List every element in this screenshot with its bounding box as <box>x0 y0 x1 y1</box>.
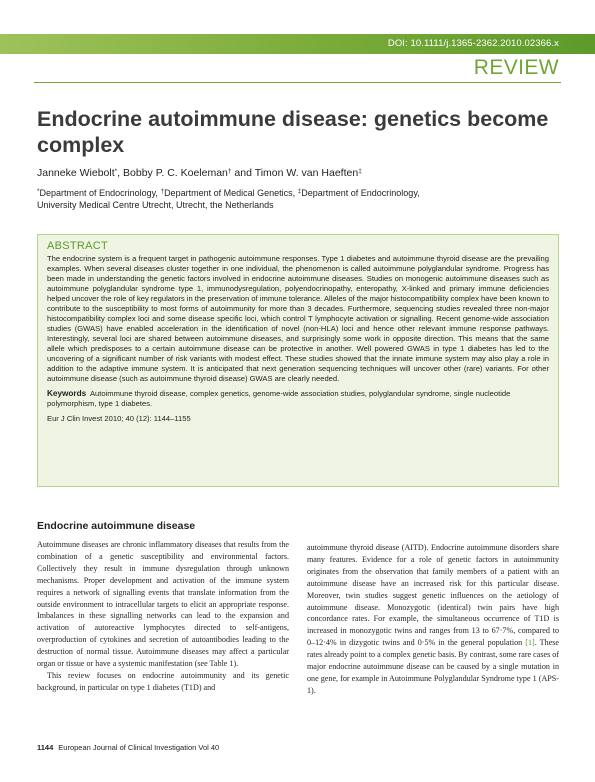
author-name: Timon W. van Haeften <box>254 167 359 179</box>
affiliation-mark: * <box>37 188 40 195</box>
affiliation-mark: † <box>160 188 165 195</box>
body-column-right <box>307 542 559 697</box>
affiliation-line: University Medical Centre Utrecht, Utrecht, the Netherlands <box>37 200 274 210</box>
reference-link[interactable]: [1] <box>525 638 535 648</box>
journal-name: European Journal of Clinical Investigation Vol 40 <box>58 743 220 752</box>
author-mark: † <box>227 168 232 175</box>
author-name: Janneke Wiebolt <box>37 167 115 179</box>
author-list <box>37 167 557 179</box>
header-divider <box>34 82 561 83</box>
article-title: Endocrine autoimmune disease: genetics become complex <box>37 107 549 157</box>
page-footer <box>37 743 219 752</box>
keywords <box>47 389 549 409</box>
author-separator: , <box>117 167 124 179</box>
affiliation-text: Department of Endocrinology, <box>301 188 420 198</box>
body-column-left <box>37 520 289 694</box>
keywords-label: Keywords <box>47 389 87 398</box>
author-name: Bobby P. C. Koeleman <box>123 167 228 179</box>
body-paragraph <box>307 542 559 697</box>
author-mark: ‡ <box>358 168 362 175</box>
affiliations <box>37 186 557 211</box>
author-separator: and <box>231 167 255 179</box>
affiliation-text: Department of Medical Genetics, <box>164 188 298 198</box>
body-paragraph: This review focuses on endocrine autoimmunity and its genetic background, in particular on type 1 diabetes (T1D) and <box>37 670 289 692</box>
paragraph-text: . These rates already point to a complex genetic basis. By contrast, some rare cases of major endocrine autoimmune disease can be caused by a single mutation in one gene, for example in Autoimmune Polyglandular Syndrome type 1 (APS-1). <box>307 638 559 695</box>
author-mark: * <box>114 168 118 175</box>
paragraph-text: autoimmune thyroid disease (AITD). Endocrine autoimmune disorders share many features. Evidence for a role of genetic factors in autoimmunity originates from the observation that family members of a patient with an autoimmune disease have an increased risk for this particular disease. Moreover, twin studies suggest genetic influences on the aetiology of autoimmune disease. Monozygotic (identical) twin pairs have high concordance rates. For example, the simultaneous occurrence of T1D is increased in monozygotic twins and ranges from 13 to 67·7%, compared to 0–12·4% in dizygotic twins and 0·5% in the general population <box>307 543 559 648</box>
abstract-text: The endocrine system is a frequent target in pathogenic autoimmune responses. Type 1 diabetes and autoimmune thyroid disease are the prevailing examples. When several diseases cluster together in one individual, the phenomenon is called autoimmune polyglandular syndrome. Progress has been made in understanding the genetic factors involved in endocrine autoimmune diseases. Studies on monogenic autoimmune diseases such as autoimmune polyglandular syndrome type 1, immunodysregulation, polyendocrinopathy, enteropathy, X-linked and primary immune deficiencies helped uncover the role of key regulators in the preservation of immune tolerance. Alleles of the major histocompatibility complex have been known to contribute to the susceptibility to most forms of autoimmunity for more than 3 decades. Furthermore, sequencing studies revealed three non-major histocompatibility complex loci and some disease specific loci, which control T lymphocyte activation or signalling. Recent genome-wide association studies (GWAS) have enabled acceleration in the identification of novel (non-HLA) loci and hence other relevant immune response pathways. Interestingly, several loci are shared between autoimmune diseases, and surprisingly some work in opposite direction. This means that the same allele which predisposes to a certain autoimmune disease can be protective in another. Well powered GWAS in type 1 diabetes has led to the uncovering of a significant number of risk variants with modest effect. These studies showed that the innate immune system may also play a role in addition to the adaptive immune system. It is anticipated that next generation sequencing techniques will uncover other (rare) variants. For other autoimmune disease (such as autoimmune thyroid disease) GWAS are clearly needed. <box>47 254 549 383</box>
affiliation-line <box>37 186 557 199</box>
abstract-heading: ABSTRACT <box>47 240 109 252</box>
affiliation-text: Department of Endocrinology, <box>39 188 161 198</box>
citation: Eur J Clin Invest 2010; 40 (12): 1144–1155 <box>47 414 191 423</box>
section-label: REVIEW <box>473 56 559 79</box>
keywords-text: Autoimmune thyroid disease, complex genetics, genome-wide association studies, polyglandular syndrome, single nucleotide polymorphism, type 1 diabetes. <box>47 389 511 408</box>
doi-text[interactable]: DOI: 10.1111/j.1365-2362.2010.02366.x <box>387 38 559 49</box>
page-number: 1144 <box>37 743 54 752</box>
affiliation-mark: ‡ <box>297 188 302 195</box>
section-heading: Endocrine autoimmune disease <box>37 520 196 532</box>
body-paragraph: Autoimmune diseases are chronic inflammatory diseases that results from the combination of a genetic susceptibility and environmental factors. Collectively they result in immune dysregulation through unknown mechanisms. Proper development and activation of the immune system requires a network of signalling events that translate information from the outside environment to intracellular targets to elicit an appropriate response. Imbalances in these signalling networks can lead to the expansion and activation of autoreactive lymphocytes directed to self-antigens, overproduction of cytokines and secretion of autoantibodies leading to the destruction of normal tissue. Autoimmune diseases may affect a particular organ or tissue or have a systemic manifestation (see Table 1). <box>37 540 289 669</box>
abstract-box <box>37 234 559 487</box>
